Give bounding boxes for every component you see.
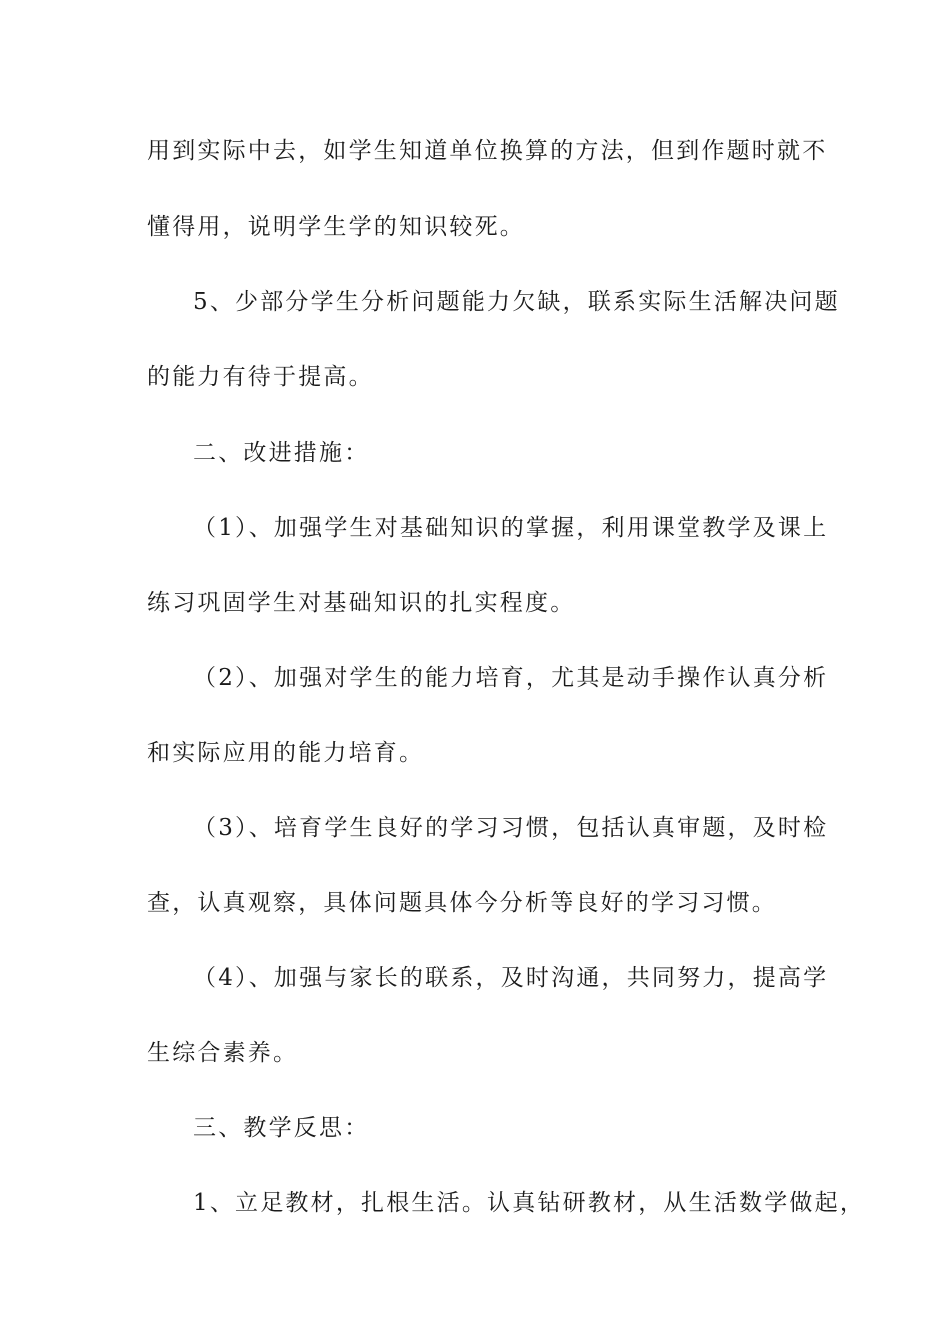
- paragraph-line: 5、少部分学生分析问题能力欠缺，联系实际生活解决问题: [193, 289, 840, 315]
- paragraph-line: 生综合素养。: [147, 1040, 299, 1066]
- paragraph-line: （4）、加强与家长的联系，及时沟通，共同努力，提高学: [193, 965, 829, 991]
- paragraph-line: 和实际应用的能力培育。: [147, 740, 425, 766]
- paragraph-line: 用到实际中去，如学生知道单位换算的方法，但到作题时就不: [147, 138, 828, 164]
- paragraph-line: （3）、培育学生良好的学习习惯，包括认真审题，及时检: [193, 815, 829, 841]
- paragraph-line: （1）、加强学生对基础知识的掌握，利用课堂教学及课上: [193, 515, 829, 541]
- paragraph-line: 的能力有待于提高。: [147, 364, 374, 390]
- paragraph-line: 懂得用，说明学生学的知识较死。: [147, 214, 525, 240]
- paragraph-line: （2）、加强对学生的能力培育，尤其是动手操作认真分析: [193, 665, 829, 691]
- section-heading: 三、教学反思：: [193, 1115, 370, 1141]
- paragraph-line: 练习巩固学生对基础知识的扎实程度。: [147, 590, 576, 616]
- paragraph-line: 1、立足教材，扎根生活。认真钻研教材，从生活数学做起，: [193, 1190, 866, 1216]
- paragraph-line: 查，认真观察，具体问题具体今分析等良好的学习习惯。: [147, 890, 777, 916]
- section-heading: 二、改进措施：: [193, 440, 370, 466]
